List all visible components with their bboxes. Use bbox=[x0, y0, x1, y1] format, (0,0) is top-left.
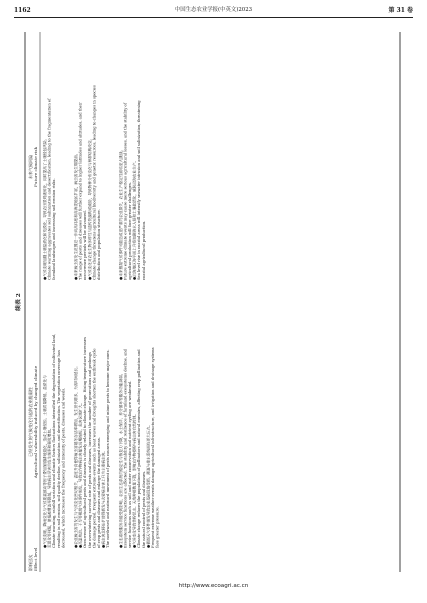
past-cell-line: ●极端天气事件频发导致农业基础设施受损，灌溉与排水系统面临更大压力。 bbox=[146, 423, 151, 548]
past-cell-line: decreased, which increases the frequency and intensity of pests, diseases and weeds. bbox=[61, 387, 66, 548]
table-rotated-group bbox=[14, 32, 400, 572]
journal-title: 中国生态农业学报(中英文)2023 bbox=[174, 7, 253, 13]
future-cell-line: Sea level rise in coastal areas will intensify seawater intrusion and soil salinization, threatening bbox=[137, 100, 142, 280]
footer-url[interactable]: http://www.ecoagri.ac.cn bbox=[178, 583, 249, 589]
past-cell-line: resulting in soil erosion, soil quality decline, salinization and desertification. The vegetation coverage has bbox=[56, 350, 61, 548]
col-effect-header-en: Effect level bbox=[33, 547, 38, 571]
col-future-header-cn: 未来气候风险 bbox=[28, 154, 33, 180]
past-cell-line: Climate change reduces the populations of pollinators and natural enemies, affecting crop pollination and bbox=[137, 349, 142, 548]
future-cell-line: farmland landscapes and increasing soil erosion risks. bbox=[52, 178, 57, 280]
past-cell-line: of crop pests and diseases and enlarge the damaged areas. bbox=[97, 437, 101, 548]
table-body bbox=[42, 85, 160, 548]
past-cell-line: the overwintering survival rate of pests and diseases, increases the number of generations and prolongs bbox=[87, 352, 92, 548]
table-caption: 续表 2 bbox=[16, 293, 22, 311]
future-cell-line: Climate warming aggravates soil salinization and desertification, leading to the fragmentation of bbox=[47, 98, 52, 280]
past-cell-line: 荒漠化等问题，使植被覆盖率降低，导致病虫草害的发生频率和强度增加。 bbox=[47, 426, 52, 548]
past-cell-line: service functions such as soil and water conservation and nutrient cycling are weakened. bbox=[128, 380, 132, 548]
past-cell-line: the damage period. Frequent extreme events such as heat waves and droughts shorten the outbreak cycle bbox=[92, 348, 97, 548]
past-cell-line: ●病虫害北移东扩使得新发与次要病虫害上升为主要病虫害。 bbox=[101, 448, 106, 548]
past-cell-line: Climate warming, rainfall variation and climatic factors fluctuations intensified the degradation of cultivated land, bbox=[52, 333, 57, 548]
volume-label: 第 31 卷 bbox=[388, 7, 413, 14]
past-cell-line: ●气候变化导致传粉昆虫、天敌种群数量下降，影响农作物授粉与病虫害自然控制。 bbox=[132, 412, 137, 548]
future-cell-line: The range of pests and diseases will further expand to higher latitudes and altitudes, and their bbox=[78, 102, 83, 280]
future-cell-line: ●沿海地区海平面上升将加剧海水入侵和土壤盐渍化，威胁沿海农业生产。 bbox=[132, 158, 137, 280]
past-cell-line: ●高温热浪、干旱等极端气候事件频发，导致农作物病虫害暴发周期缩短，危害区域扩大。 bbox=[78, 400, 83, 548]
future-cell-line: ●气候变暖加剧土壤盐渍化和荒漠化，导致农田景观破碎化，同时提高了土壤侵蚀风险。 bbox=[43, 136, 47, 280]
col-future-header-en: Future climate risk bbox=[33, 147, 38, 187]
past-cell-line: Ecosystem service functions are affected. The stability and resilience of farmland ecosystems decline, and bbox=[123, 348, 128, 548]
future-cell-line: occurrence periods will be advanced. bbox=[83, 210, 88, 280]
past-cell-line: ●农业病虫害的发生与气候变化密切相关，温度升高使得病虫害越冬存活率增加，发生世代增多，为害时间延长。 bbox=[74, 364, 78, 548]
col-effect-header-cn: 影响层次 bbox=[28, 554, 33, 571]
col-past-header-cn: 已经发生的气候变化引起的农业脆弱性 bbox=[28, 387, 33, 457]
col-past-header-en: Agricultural vulnerability induced by changed climate bbox=[33, 365, 38, 479]
past-cell-line: face greater pressure. bbox=[155, 506, 160, 548]
past-cell-line: Frequent extreme weather events damage agricultural infrastructure, and irrigation and drainage systems bbox=[151, 347, 155, 548]
future-cell-line: coastal agricultural production. bbox=[141, 220, 146, 280]
past-cell-line: The northward and eastward movement of pests causes emerging and minor pests to become major ones. bbox=[106, 349, 111, 548]
past-cell-line: ●生态系统服务功能受到影响，农田生态系统的稳定性与恢复力下降，水土保持、养分循环等服务功能减弱。 bbox=[118, 371, 123, 548]
future-cell-line: distribution and population structure. bbox=[97, 209, 101, 280]
past-cell-line: ●气候变暖、降雨变化与气候要素波动等因子叠加加剧耕地退化，造成土壤侵蚀、土壤质量降低、盐渍化与 bbox=[43, 375, 47, 548]
page-number: 1162 bbox=[14, 7, 31, 14]
past-cell-line: Occurrence of agricultural pests and diseases is closely related to climate change. Rising temperature increases bbox=[83, 337, 88, 548]
future-cell-line: Climate change threatens agricultural biodiversity and genetic resources, leading to changes in species bbox=[92, 85, 97, 280]
future-cell-line: agricultural production will face greater challenges. bbox=[128, 182, 132, 280]
future-cell-line: Future extreme climate events may cause more serious agricultural losses, and the stability of bbox=[123, 102, 128, 280]
future-cell-line: ●未来病虫害发生范围进一步向高纬度和高海拔地区扩展，病虫害发生期提前。 bbox=[74, 151, 78, 280]
past-cell-line: the natural control of pests and diseases. bbox=[141, 470, 146, 548]
future-cell-line: ●未来极端气候事件可能造成更严重的农业损失，农业生产稳定性面临更大挑战。 bbox=[118, 147, 123, 280]
future-cell-line: ●气候变化对农业生物多样性与遗传资源构成威胁，导致物种分布变化与种群结构改变。 bbox=[87, 136, 92, 280]
